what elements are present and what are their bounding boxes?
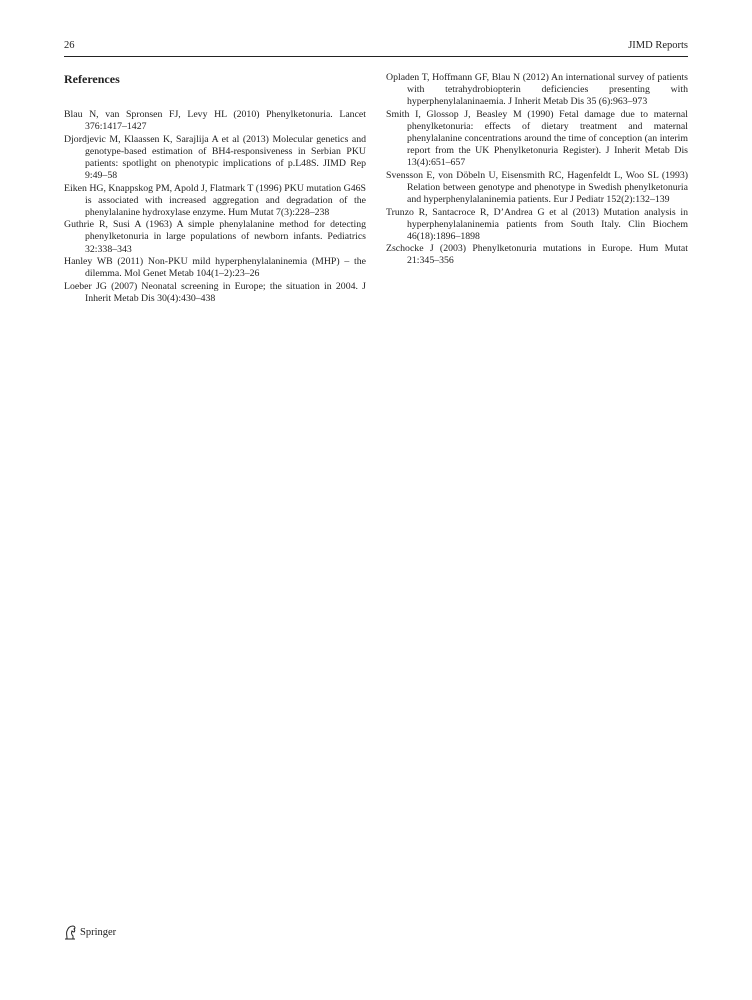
references-column-right (386, 72, 688, 268)
reference-item: Loeber JG (2007) Neonatal screening in Europe; the situation in 2004. J Inherit Metab Dis 30(4):430–438 (64, 280, 366, 304)
references-column-left (64, 71, 366, 306)
reference-item: Opladen T, Hoffmann GF, Blau N (2012) An international survey of patients with tetrahydrobiopterin deficiencies presenting with hyperphenylalaninaemia. J Inherit Metab Dis 35 (6):963–973 (386, 72, 688, 108)
springer-logo (64, 925, 116, 940)
reference-item: Guthrie R, Susi A (1963) A simple phenylalanine method for detecting phenylketonuria in large populations of newborn infants. Pediatrics 32:338–343 (64, 219, 366, 255)
reference-item: Blau N, van Spronsen FJ, Levy HL (2010) Phenylketonuria. Lancet 376:1417–1427 (64, 109, 366, 133)
reference-item: Trunzo R, Santacroce R, D’Andrea G et al (2013) Mutation analysis in hyperphenylalaninemia patients from South Italy. Clin Biochem 46(18):1896–1898 (386, 206, 688, 242)
reference-item: Hanley WB (2011) Non-PKU mild hyperphenylalaninemia (MHP) – the dilemma. Mol Genet Metab 104(1–2):23–26 (64, 256, 366, 280)
springer-horse-icon (64, 925, 77, 940)
reference-item: Zschocke J (2003) Phenylketonuria mutations in Europe. Hum Mutat 21:345–356 (386, 243, 688, 267)
journal-name: JIMD Reports (628, 40, 688, 51)
reference-item: Smith I, Glossop J, Beasley M (1990) Fetal damage due to maternal phenylketonuria: effects of dietary treatment and maternal phenylalanine concentrations around the time of conception (an interim report from the UK Phenylketonuria Register). J Inherit Metab Dis 13(4):651–657 (386, 108, 688, 169)
reference-item: Djordjevic M, Klaassen K, Sarajlija A et al (2013) Molecular genetics and genotype-based estimation of BH4-responsiveness in Serbian PKU patients: spotlight on phenotypic implications of p.L48S. JIMD Rep 9:49–58 (64, 133, 366, 181)
references-heading: References (64, 72, 120, 86)
publisher-name: Springer (80, 927, 117, 938)
reference-item: Svensson E, von Döbeln U, Eisensmith RC, Hagenfeldt L, Woo SL (1993) Relation between genotype and phenotype in Swedish phenylketonuria and hyperphenylalaninemia patients. Eur J Pediatr 152(2):132–139 (386, 169, 688, 205)
reference-item: Eiken HG, Knappskog PM, Apold J, Flatmark T (1996) PKU mutation G46S is associated with increased aggregation and degradation of the phenylalanine hydroxylase enzyme. Hum Mutat 7(3):228–238 (64, 182, 366, 218)
header-rule (64, 56, 688, 57)
page-number: 26 (64, 40, 75, 51)
